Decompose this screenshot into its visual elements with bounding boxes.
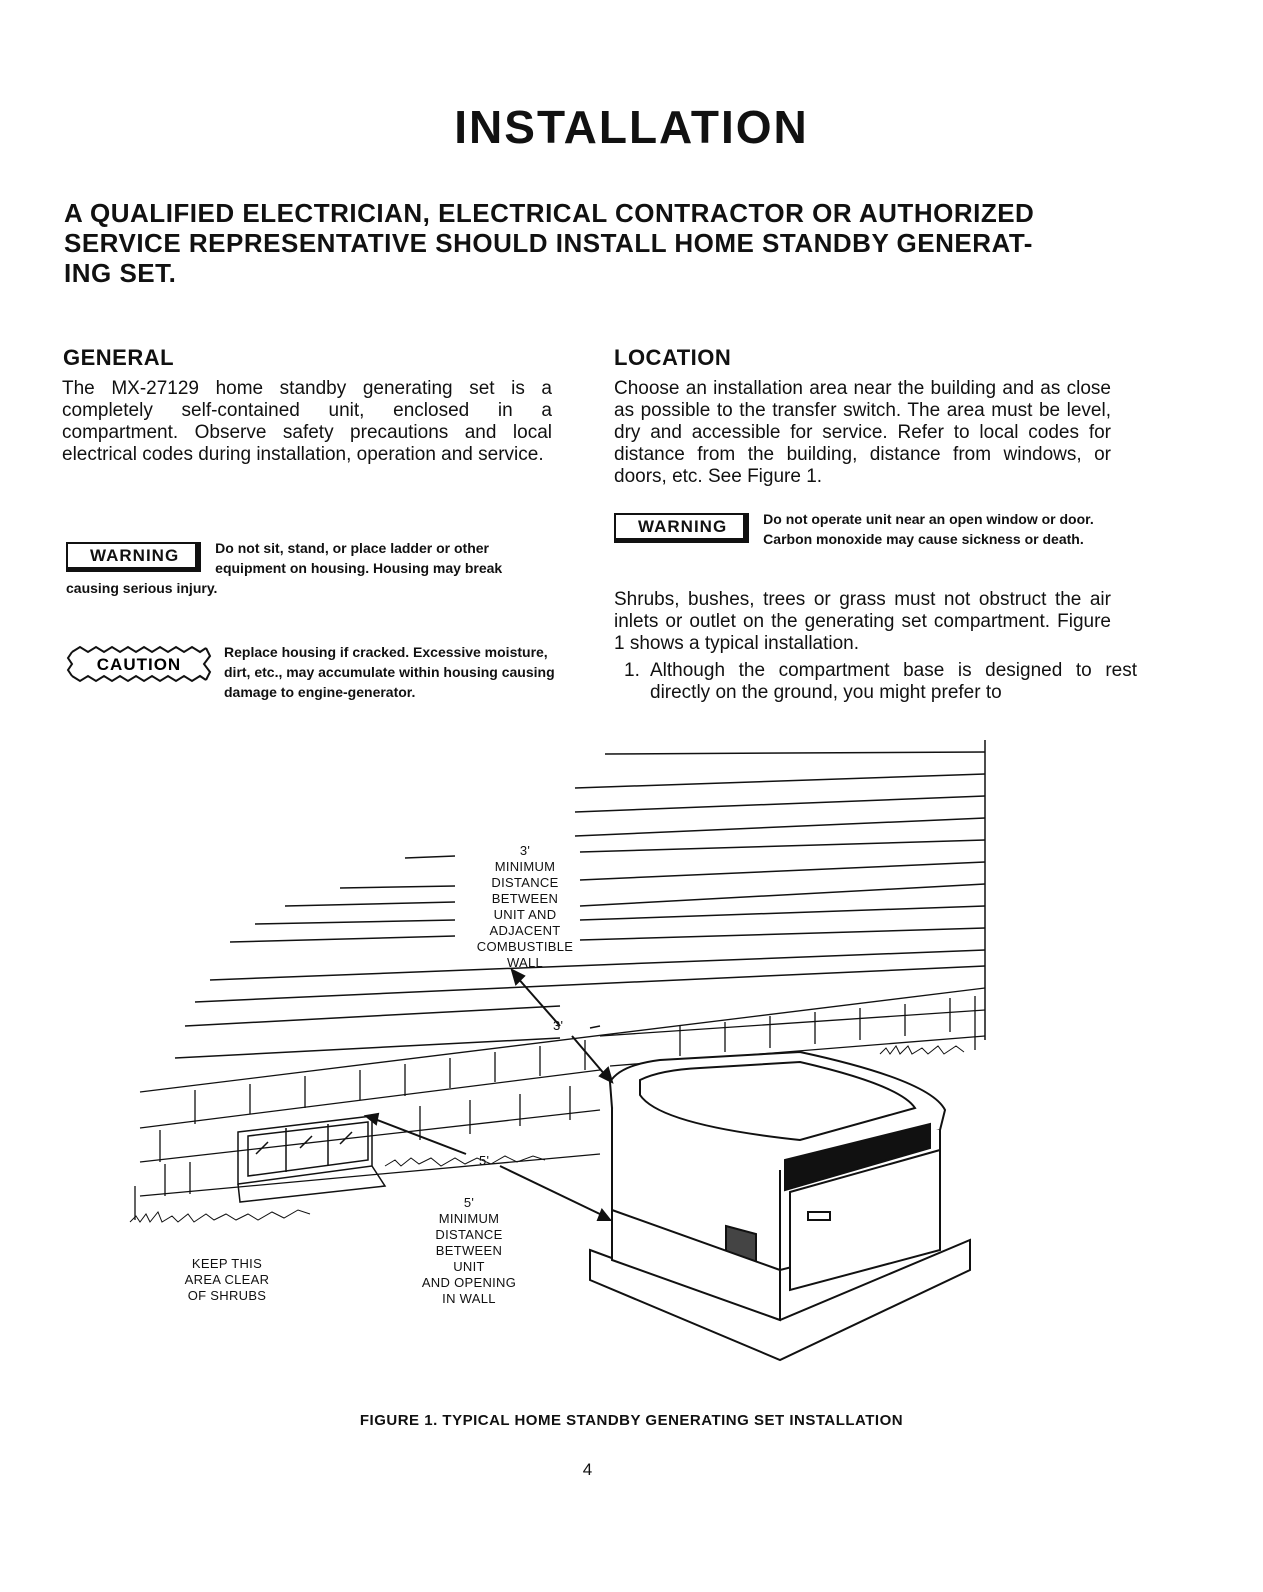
page-title: INSTALLATION <box>454 101 809 153</box>
general-heading: GENERAL <box>63 345 175 370</box>
headline-line-2: SERVICE REPRESENTATIVE SHOULD INSTALL HOME STANDBY GENERAT- <box>64 228 1033 258</box>
basement-window <box>238 1116 385 1202</box>
opening-distance-line: DISTANCE <box>435 1227 503 1242</box>
list-item-text: Although the compartment base is designed to rest directly on the ground, you might prefer to <box>650 660 1137 703</box>
warning-label-box: WARNING <box>614 513 749 543</box>
general-body: The MX-27129 home standby generating set is a completely self-contained unit, enclosed in a compartment. Observe safety precautions and local electrical codes during installation, operation and service. <box>62 378 552 465</box>
opening-distance-line: AND OPENING <box>421 1275 517 1290</box>
caution-label-box <box>66 644 212 689</box>
installation-figure <box>0 730 1263 1410</box>
location-body: Choose an installation area near the building and as close as possible to the transfer switch. The area must be level, dry and accessible for service. Refer to local codes for distance from the building, distance from windows, or doors, etc. See Figure 1. <box>614 378 1111 487</box>
installer-notice-headline <box>64 198 1144 288</box>
location-list-item-1 <box>624 660 1137 704</box>
location-body-2: Shrubs, bushes, trees or grass must not obstruct the air inlets or outlet on the generating set compartment. Figure 1 shows a typical installation. <box>614 589 1111 654</box>
location-warning-text: Do not operate unit near an open window or door. Carbon monoxide may cause sickness or death. <box>763 511 1094 547</box>
location-warning-notice <box>614 509 1114 549</box>
page-number: 4 <box>582 1460 593 1479</box>
headline-line-3: ING SET. <box>64 258 177 288</box>
wall-distance-line: BETWEEN <box>491 891 559 906</box>
wall-distance-line: COMBUSTIBLE <box>476 939 574 954</box>
keep-clear-label <box>172 1256 282 1304</box>
general-warning-notice <box>66 538 556 598</box>
generator-unit <box>590 1052 970 1360</box>
general-caution-text: Replace housing if cracked. Excessive moisture, dirt, etc., may accumulate within housing causing damage to engine-generator. <box>224 644 555 700</box>
keep-clear-line: KEEP THIS <box>191 1256 263 1271</box>
opening-distance-line: UNIT <box>453 1259 485 1274</box>
figure-caption: FIGURE 1. TYPICAL HOME STANDBY GENERATING SET INSTALLATION <box>359 1412 904 1429</box>
wall-distance-value: 3' <box>519 843 531 858</box>
three-foot-label: 3' <box>553 1018 564 1033</box>
wall-distance-line: WALL <box>506 955 544 970</box>
opening-distance-line: IN WALL <box>442 1291 496 1306</box>
wall-distance-line: ADJACENT <box>489 923 561 938</box>
opening-distance-value: 5' <box>463 1195 475 1210</box>
wall-distance-line: DISTANCE <box>491 875 559 890</box>
opening-distance-line: BETWEEN <box>435 1243 503 1258</box>
headline-line-1: A QUALIFIED ELECTRICIAN, ELECTRICAL CONTRACTOR OR AUTHORIZED <box>64 198 1035 228</box>
wall-distance-line: UNIT AND <box>493 907 557 922</box>
opening-distance-label <box>410 1195 528 1307</box>
warning-label-box: WARNING <box>66 542 201 572</box>
wall-distance-line: MINIMUM <box>494 859 556 874</box>
location-heading: LOCATION <box>614 345 732 370</box>
wall-distance-label <box>470 843 580 971</box>
house-siding <box>175 740 985 1058</box>
keep-clear-line: OF SHRUBS <box>187 1288 267 1303</box>
general-caution-notice <box>66 642 556 702</box>
general-warning-text: Do not sit, stand, or place ladder or other equipment on housing. Housing may break causing serious injury. <box>66 540 503 596</box>
five-foot-arrow-label: 5' <box>479 1153 490 1168</box>
list-number: 1. <box>624 660 640 681</box>
opening-distance-line: MINIMUM <box>438 1211 500 1226</box>
caution-zigzag-frame <box>66 644 212 684</box>
caution-label: CAUTION <box>96 655 182 674</box>
keep-clear-line: AREA CLEAR <box>184 1272 270 1287</box>
